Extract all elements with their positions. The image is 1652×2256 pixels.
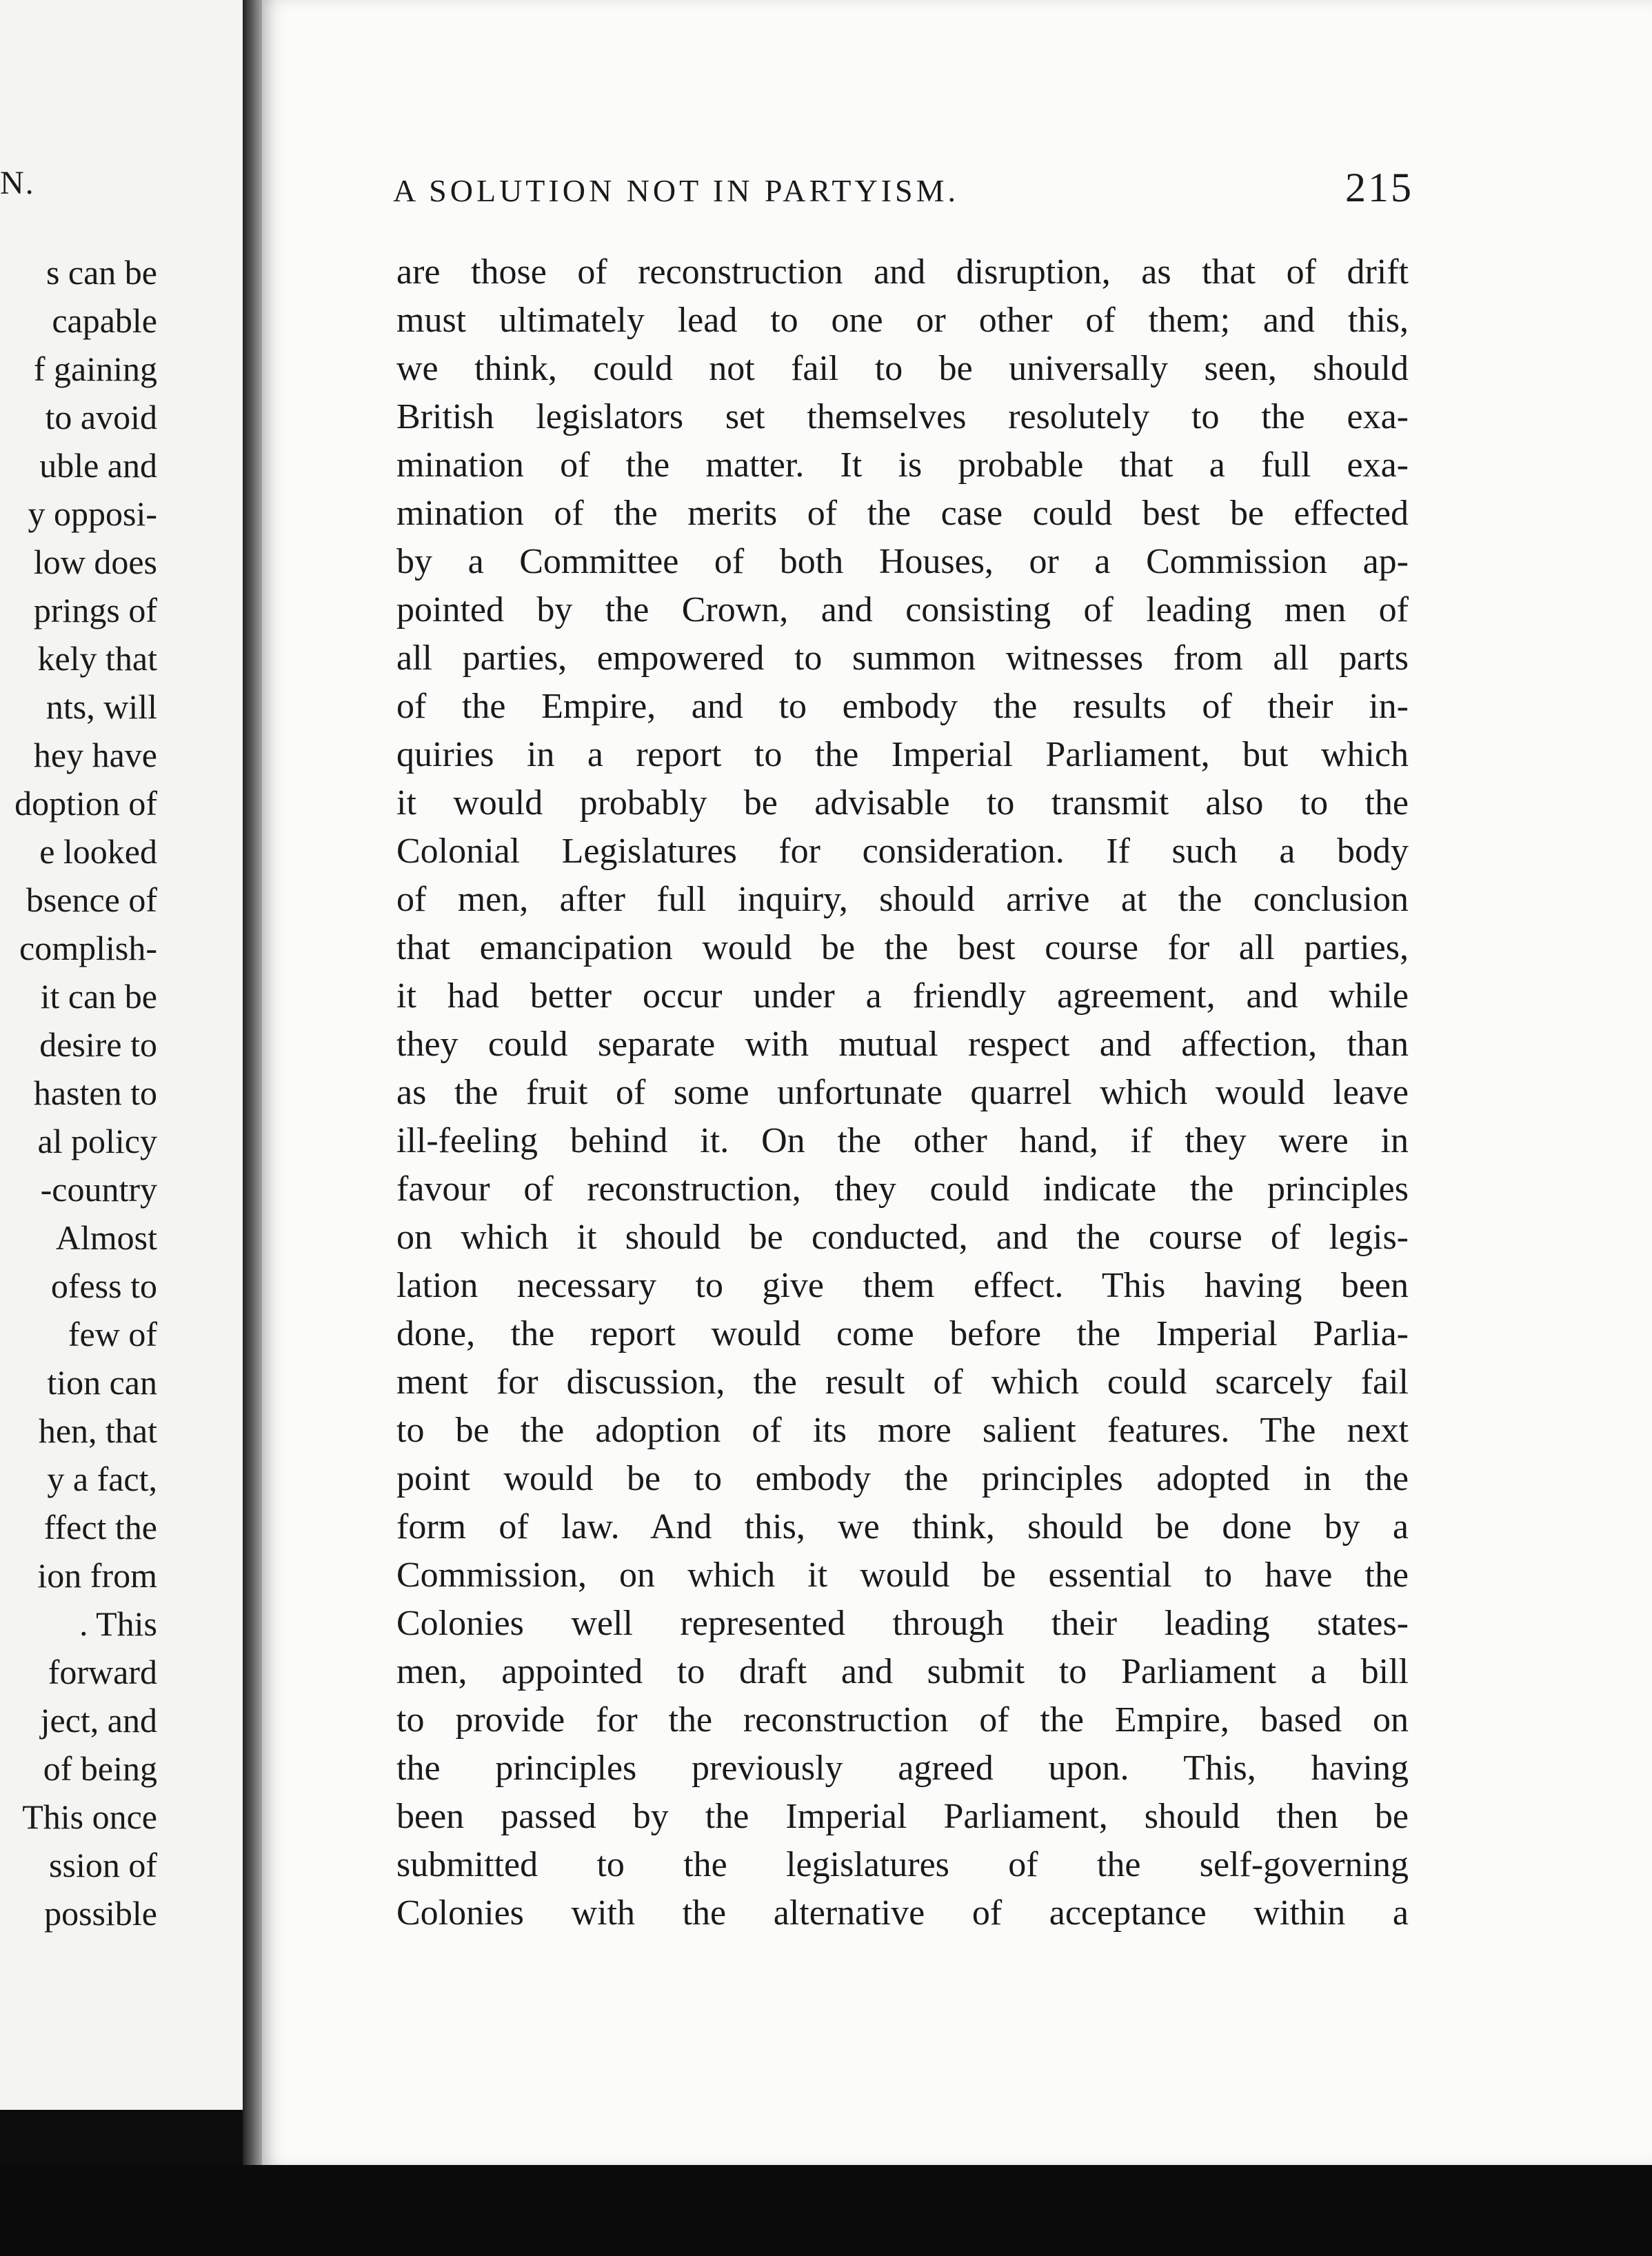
body-line: on which it should be conducted, and the course of legis-	[396, 1218, 1409, 1257]
body-line: point would be to embody the principles adopted in the	[396, 1459, 1409, 1498]
left-page-line: ofess to	[50, 1267, 157, 1305]
body-line: as the fruit of some unfortunate quarrel which would leave	[396, 1073, 1409, 1112]
left-page-line: ject, and	[40, 1701, 157, 1740]
left-page-line: al policy	[37, 1122, 157, 1160]
left-page-line: This once	[22, 1797, 157, 1836]
body-line: favour of reconstruction, they could indicate the principles	[396, 1169, 1409, 1209]
left-page-line: ssion of	[49, 1846, 157, 1884]
body-line: of the Empire, and to embody the results of their in-	[396, 687, 1409, 726]
left-page-line: hasten to	[33, 1074, 157, 1112]
left-page-line: to avoid	[45, 398, 157, 436]
page-number: 215	[1345, 165, 1413, 210]
body-line: they could separate with mutual respect and affection, than	[396, 1025, 1409, 1064]
body-line: ill-feeling behind it. On the other hand, if they were in	[396, 1121, 1409, 1160]
left-page-line: low does	[33, 543, 157, 581]
left-page-line: kely that	[37, 639, 157, 678]
left-page	[0, 0, 247, 2110]
body-line: that emancipation would be the best course for all parties,	[396, 928, 1409, 967]
body-line: Colonial Legislatures for consideration. If such a body	[396, 832, 1409, 871]
left-page-line: hey have	[33, 736, 157, 774]
body-line: mination of the matter. It is probable that a full exa-	[396, 445, 1409, 485]
left-page-line: complish-	[19, 929, 157, 967]
body-line: form of law. And this, we think, should be done by a	[396, 1507, 1409, 1547]
left-page-line: tion can	[47, 1363, 157, 1402]
body-line: are those of reconstruction and disruption, as that of drift	[396, 252, 1409, 292]
left-page-line: -country	[40, 1170, 157, 1209]
left-page-line: e looked	[39, 832, 157, 871]
body-line: mination of the merits of the case could best be effected	[396, 494, 1409, 533]
left-page-line: desire to	[39, 1025, 157, 1064]
body-line: the principles previously agreed upon. This, having	[396, 1749, 1409, 1788]
body-line: to provide for the reconstruction of the Empire, based on	[396, 1700, 1409, 1740]
body-line: by a Committee of both Houses, or a Commission ap-	[396, 542, 1409, 581]
body-line: pointed by the Crown, and consisting of leading men of	[396, 590, 1409, 630]
body-line: submitted to the legislatures of the self-governing	[396, 1845, 1409, 1884]
body-line: done, the report would come before the Imperial Parlia-	[396, 1314, 1409, 1353]
left-page-line: uble and	[39, 446, 157, 485]
left-page-line: capable	[52, 301, 157, 340]
body-line: quiries in a report to the Imperial Parliament, but which	[396, 735, 1409, 774]
body-line: it had better occur under a friendly agreement, and while	[396, 976, 1409, 1016]
body-line: we think, could not fail to be universally seen, should	[396, 349, 1409, 388]
left-page-line: few of	[68, 1315, 157, 1353]
left-page-line: Almost	[55, 1218, 157, 1257]
left-page-line: forward	[48, 1653, 157, 1691]
left-page-line: . This	[79, 1604, 157, 1643]
running-head	[393, 164, 1413, 212]
left-page-line: nts, will	[46, 687, 157, 726]
body-line: Commission, on which it would be essential to have the	[396, 1555, 1409, 1595]
body-line: Colonies with the alternative of acceptance within a	[396, 1893, 1409, 1933]
body-line: Colonies well represented through their leading states-	[396, 1604, 1409, 1643]
left-page-header-fragment: N.	[0, 165, 35, 201]
left-page-line: doption of	[14, 784, 157, 823]
left-page-line: y opposi-	[28, 494, 157, 533]
body-text	[396, 248, 1409, 1937]
left-page-line: of being	[43, 1749, 157, 1788]
left-page-line: prings of	[33, 591, 157, 630]
body-line: men, appointed to draft and submit to Parliament a bill	[396, 1652, 1409, 1691]
body-line: to be the adoption of its more salient features. The next	[396, 1411, 1409, 1450]
body-line: British legislators set themselves resolutely to the exa-	[396, 397, 1409, 436]
left-page-line: ion from	[37, 1556, 157, 1595]
book-gutter	[243, 0, 263, 2165]
left-page-line: ffect the	[43, 1508, 157, 1547]
left-page-text	[14, 248, 157, 1937]
running-title: A SOLUTION NOT IN PARTYISM.	[393, 173, 960, 208]
body-line: ment for discussion, the result of which could scarcely fail	[396, 1362, 1409, 1402]
left-page-line: it can be	[40, 977, 157, 1016]
body-line: of men, after full inquiry, should arrive at the conclusion	[396, 880, 1409, 919]
body-line: lation necessary to give them effect. This having been	[396, 1266, 1409, 1305]
left-page-line: f gaining	[33, 350, 157, 388]
body-line: been passed by the Imperial Parliament, should then be	[396, 1797, 1409, 1836]
body-line: must ultimately lead to one or other of them; and this,	[396, 301, 1409, 340]
body-line: all parties, empowered to summon witnesses from all parts	[396, 638, 1409, 678]
left-page-line: y a fact,	[47, 1460, 157, 1498]
left-page-line: bsence of	[26, 880, 157, 919]
scan-bottom-margin	[0, 2165, 1652, 2256]
body-line: it would probably be advisable to transmit also to the	[396, 783, 1409, 823]
left-page-line: hen, that	[38, 1411, 157, 1450]
left-page-line: possible	[44, 1894, 157, 1933]
left-page-line: s can be	[46, 253, 157, 292]
